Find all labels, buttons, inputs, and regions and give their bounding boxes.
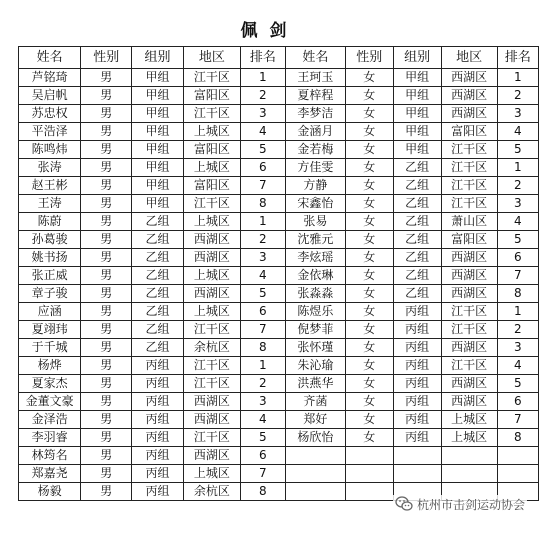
table-row [19,123,539,141]
table-cell: 夏梓程 [285,87,345,105]
table-cell: 3 [240,105,285,123]
watermark-text: 杭州市击剑运动协会 [416,497,525,512]
table-cell: 宋鑫怡 [285,195,345,213]
column-header: 性别 [345,47,393,69]
table-cell: 萧山区 [441,213,497,231]
table-cell: 男 [81,285,132,303]
table-row [19,429,539,447]
table-cell: 上城区 [183,465,240,483]
table-row [19,393,539,411]
table-cell: 男 [81,267,132,285]
table-cell: 方静 [285,177,345,195]
table-cell: 江干区 [441,321,497,339]
table-cell: 甲组 [132,177,184,195]
table-cell: 男 [81,159,132,177]
results-table [18,46,539,501]
table-cell: 乙组 [393,267,441,285]
table-cell: 6 [497,393,538,411]
table-cell: 西湖区 [441,249,497,267]
table-cell: 江干区 [183,357,240,375]
table-cell: 西湖区 [183,285,240,303]
table-cell: 3 [497,339,538,357]
table-cell: 丙组 [132,483,184,501]
table-header-row [19,47,539,69]
table-cell: 李炫瑶 [285,249,345,267]
table-row [19,213,539,231]
table-cell: 于千城 [19,339,81,357]
table-cell: 甲组 [132,123,184,141]
table-cell: 应涵 [19,303,81,321]
table-cell: 富阳区 [441,123,497,141]
table-cell [285,465,345,483]
table-cell: 洪燕华 [285,375,345,393]
table-cell: 男 [81,177,132,195]
table-cell: 江干区 [183,321,240,339]
table-cell [497,447,538,465]
table-cell: 女 [345,249,393,267]
table-cell: 2 [497,321,538,339]
table-cell: 女 [345,123,393,141]
table-cell [285,483,345,501]
table-cell: 杨毅 [19,483,81,501]
table-row [19,141,539,159]
table-cell: 男 [81,105,132,123]
table-cell: 女 [345,339,393,357]
table-cell: 张淼淼 [285,285,345,303]
table-cell: 西湖区 [441,375,497,393]
table-cell: 8 [240,339,285,357]
table-cell: 男 [81,339,132,357]
table-cell: 富阳区 [183,141,240,159]
table-cell: 5 [497,375,538,393]
table-cell: 男 [81,87,132,105]
table-cell [441,447,497,465]
table-cell: 8 [240,483,285,501]
table-cell: 乙组 [132,339,184,357]
table-cell: 6 [240,159,285,177]
table-cell: 乙组 [132,321,184,339]
table-cell: 甲组 [393,123,441,141]
table-cell: 江干区 [441,195,497,213]
table-cell: 张正威 [19,267,81,285]
table-cell [285,447,345,465]
table-cell: 乙组 [132,303,184,321]
table-cell: 林筠名 [19,447,81,465]
table-cell: 丙组 [132,447,184,465]
table-cell: 2 [497,177,538,195]
table-cell: 张涛 [19,159,81,177]
table-cell: 江干区 [183,195,240,213]
table-cell: 江干区 [183,105,240,123]
table-cell: 丙组 [393,357,441,375]
table-cell: 2 [497,87,538,105]
table-cell: 乙组 [393,159,441,177]
table-cell: 女 [345,159,393,177]
table-cell: 平浩泽 [19,123,81,141]
table-cell: 6 [497,249,538,267]
table-cell: 齐菡 [285,393,345,411]
table-cell: 1 [240,357,285,375]
table-cell: 陈蔚 [19,213,81,231]
table-cell: 丙组 [393,411,441,429]
table-cell: 上城区 [183,213,240,231]
table-cell: 7 [497,267,538,285]
table-cell: 女 [345,375,393,393]
table-cell: 赵王彬 [19,177,81,195]
table-cell: 女 [345,285,393,303]
table-cell: 乙组 [132,285,184,303]
table-cell: 女 [345,429,393,447]
table-cell: 5 [240,141,285,159]
table-cell: 西湖区 [441,69,497,87]
table-cell: 余杭区 [183,339,240,357]
table-cell: 西湖区 [441,87,497,105]
table-cell: 上城区 [183,123,240,141]
table-cell: 3 [497,105,538,123]
table-cell: 陈煜乐 [285,303,345,321]
table-cell: 5 [497,231,538,249]
table-cell: 甲组 [132,105,184,123]
table-cell: 丙组 [393,303,441,321]
table-cell: 3 [240,249,285,267]
table-cell: 郑嘉尧 [19,465,81,483]
table-cell: 男 [81,429,132,447]
table-cell: 女 [345,141,393,159]
table-cell: 4 [497,357,538,375]
table-cell: 女 [345,231,393,249]
table-cell: 丙组 [132,465,184,483]
table-cell: 1 [497,69,538,87]
table-cell: 甲组 [132,195,184,213]
table-cell: 上城区 [183,267,240,285]
table-cell: 乙组 [132,267,184,285]
table-row [19,69,539,87]
table-cell: 西湖区 [441,105,497,123]
table-cell: 6 [240,303,285,321]
table-cell: 江干区 [183,375,240,393]
table-cell: 7 [497,411,538,429]
table-row [19,267,539,285]
table-cell: 男 [81,465,132,483]
table-row [19,159,539,177]
table-cell: 女 [345,105,393,123]
table-cell: 乙组 [132,249,184,267]
table-cell: 男 [81,231,132,249]
table-cell: 女 [345,213,393,231]
table-cell: 4 [240,267,285,285]
table-cell: 金若梅 [285,141,345,159]
table-cell: 8 [240,195,285,213]
table-cell: 西湖区 [441,267,497,285]
table-cell [393,447,441,465]
table-cell: 甲组 [393,87,441,105]
table-cell: 方佳雯 [285,159,345,177]
table-cell: 杨欣怡 [285,429,345,447]
table-cell: 1 [497,159,538,177]
table-cell: 金涵月 [285,123,345,141]
column-header: 排名 [240,47,285,69]
column-header: 组别 [132,47,184,69]
table-cell: 丙组 [132,411,184,429]
table-cell: 3 [497,195,538,213]
table-cell: 7 [240,465,285,483]
table-cell: 金董文豪 [19,393,81,411]
table-cell: 4 [240,411,285,429]
table-cell: 乙组 [132,231,184,249]
table-cell: 4 [497,123,538,141]
table-cell: 西湖区 [441,339,497,357]
table-cell: 6 [240,447,285,465]
table-cell: 丙组 [132,393,184,411]
table-cell: 男 [81,69,132,87]
column-header: 组别 [393,47,441,69]
table-row [19,357,539,375]
table-cell: 男 [81,303,132,321]
table-cell: 乙组 [393,195,441,213]
table-cell: 章子骏 [19,285,81,303]
table-cell: 西湖区 [183,249,240,267]
table-cell: 2 [240,87,285,105]
table-cell [393,465,441,483]
table-cell: 夏翊玮 [19,321,81,339]
watermark [393,495,527,513]
column-header: 地区 [183,47,240,69]
table-row [19,303,539,321]
table-cell: 余杭区 [183,483,240,501]
table-cell: 西湖区 [183,231,240,249]
table-cell: 乙组 [393,213,441,231]
table-cell: 甲组 [393,141,441,159]
table-cell: 女 [345,177,393,195]
table-cell: 男 [81,393,132,411]
table-row [19,321,539,339]
table-cell [345,483,393,501]
table-row [19,339,539,357]
table-row [19,249,539,267]
table-cell: 李梦洁 [285,105,345,123]
table-cell: 乙组 [393,285,441,303]
table-cell: 乙组 [132,213,184,231]
table-cell: 女 [345,411,393,429]
table-cell: 朱沁瑜 [285,357,345,375]
table-cell: 王珂玉 [285,69,345,87]
table-cell: 江干区 [441,303,497,321]
table-cell: 3 [240,393,285,411]
table-cell: 男 [81,249,132,267]
table-cell: 倪梦菲 [285,321,345,339]
table-cell: 7 [240,321,285,339]
column-header: 姓名 [19,47,81,69]
table-cell: 夏家杰 [19,375,81,393]
table-cell: 7 [240,177,285,195]
table-cell: 女 [345,393,393,411]
table-cell: 甲组 [132,87,184,105]
column-header: 排名 [497,47,538,69]
table-cell: 富阳区 [183,87,240,105]
table-cell [345,465,393,483]
table-cell: 丙组 [393,375,441,393]
table-cell [497,465,538,483]
table-cell: 甲组 [132,141,184,159]
table-cell: 男 [81,213,132,231]
table-cell: 江干区 [441,357,497,375]
table-cell: 甲组 [132,159,184,177]
table-cell: 金泽浩 [19,411,81,429]
table-cell: 女 [345,69,393,87]
table-cell: 西湖区 [441,393,497,411]
table-cell: 2 [240,375,285,393]
table-cell: 男 [81,483,132,501]
column-header: 姓名 [285,47,345,69]
table-cell: 孙葛骏 [19,231,81,249]
table-row [19,195,539,213]
table-cell: 苏忠权 [19,105,81,123]
table-cell: 西湖区 [183,447,240,465]
table-row [19,285,539,303]
table-cell: 男 [81,447,132,465]
table-cell: 丙组 [393,429,441,447]
table-cell: 男 [81,411,132,429]
table-cell: 江干区 [441,177,497,195]
table-cell: 上城区 [183,159,240,177]
table-cell: 江干区 [441,141,497,159]
table-cell: 女 [345,195,393,213]
table-cell: 金依琳 [285,267,345,285]
table-cell: 1 [240,69,285,87]
table-cell: 西湖区 [183,393,240,411]
table-cell: 男 [81,195,132,213]
table-cell: 张易 [285,213,345,231]
table-row [19,231,539,249]
wechat-icon [395,495,413,513]
column-header: 性别 [81,47,132,69]
table-cell: 甲组 [393,105,441,123]
table-row [19,375,539,393]
table-cell: 男 [81,123,132,141]
table-cell: 1 [240,213,285,231]
table-cell: 芦铭琦 [19,69,81,87]
table-cell: 1 [497,303,538,321]
table-cell: 丙组 [393,321,441,339]
table-cell: 女 [345,321,393,339]
table-row [19,411,539,429]
table-cell: 吴启帆 [19,87,81,105]
table-cell: 王涛 [19,195,81,213]
table-cell: 5 [497,141,538,159]
table-cell: 上城区 [441,411,497,429]
table-cell [345,447,393,465]
table-cell: 郑好 [285,411,345,429]
table-cell: 女 [345,357,393,375]
table-cell: 上城区 [441,429,497,447]
table-cell: 西湖区 [183,411,240,429]
table-cell: 富阳区 [183,177,240,195]
table-cell: 姚书扬 [19,249,81,267]
table-cell: 丙组 [132,429,184,447]
table-cell: 甲组 [132,69,184,87]
page-title: 佩剑 [240,21,299,41]
table-cell: 男 [81,321,132,339]
table-cell: 江干区 [183,429,240,447]
table-cell: 丙组 [393,393,441,411]
table-cell: 4 [240,123,285,141]
table-cell: 张怀瑾 [285,339,345,357]
column-header: 地区 [441,47,497,69]
table-cell: 西湖区 [441,285,497,303]
table-cell [441,465,497,483]
table-row [19,177,539,195]
table-cell: 男 [81,357,132,375]
table-cell: 富阳区 [441,231,497,249]
table-cell: 李羽睿 [19,429,81,447]
table-row [19,105,539,123]
table-cell: 上城区 [183,303,240,321]
table-cell: 8 [497,429,538,447]
table-cell: 江干区 [441,159,497,177]
table-cell: 4 [497,213,538,231]
table-cell: 丙组 [393,339,441,357]
table-cell: 女 [345,87,393,105]
table-cell: 丙组 [132,375,184,393]
table-cell: 男 [81,375,132,393]
table-cell: 江干区 [183,69,240,87]
table-row [19,465,539,483]
table-cell: 丙组 [132,357,184,375]
table-cell: 男 [81,141,132,159]
table-cell: 乙组 [393,177,441,195]
table-row [19,87,539,105]
table-cell: 5 [240,429,285,447]
table-cell: 乙组 [393,231,441,249]
table-cell: 沈雅元 [285,231,345,249]
table-cell: 陈鸣炜 [19,141,81,159]
table-cell: 甲组 [393,69,441,87]
table-cell: 2 [240,231,285,249]
table-cell: 乙组 [393,249,441,267]
table-row [19,447,539,465]
table-cell: 女 [345,267,393,285]
table-cell: 5 [240,285,285,303]
table-cell: 杨烨 [19,357,81,375]
table-cell: 8 [497,285,538,303]
table-cell: 女 [345,303,393,321]
